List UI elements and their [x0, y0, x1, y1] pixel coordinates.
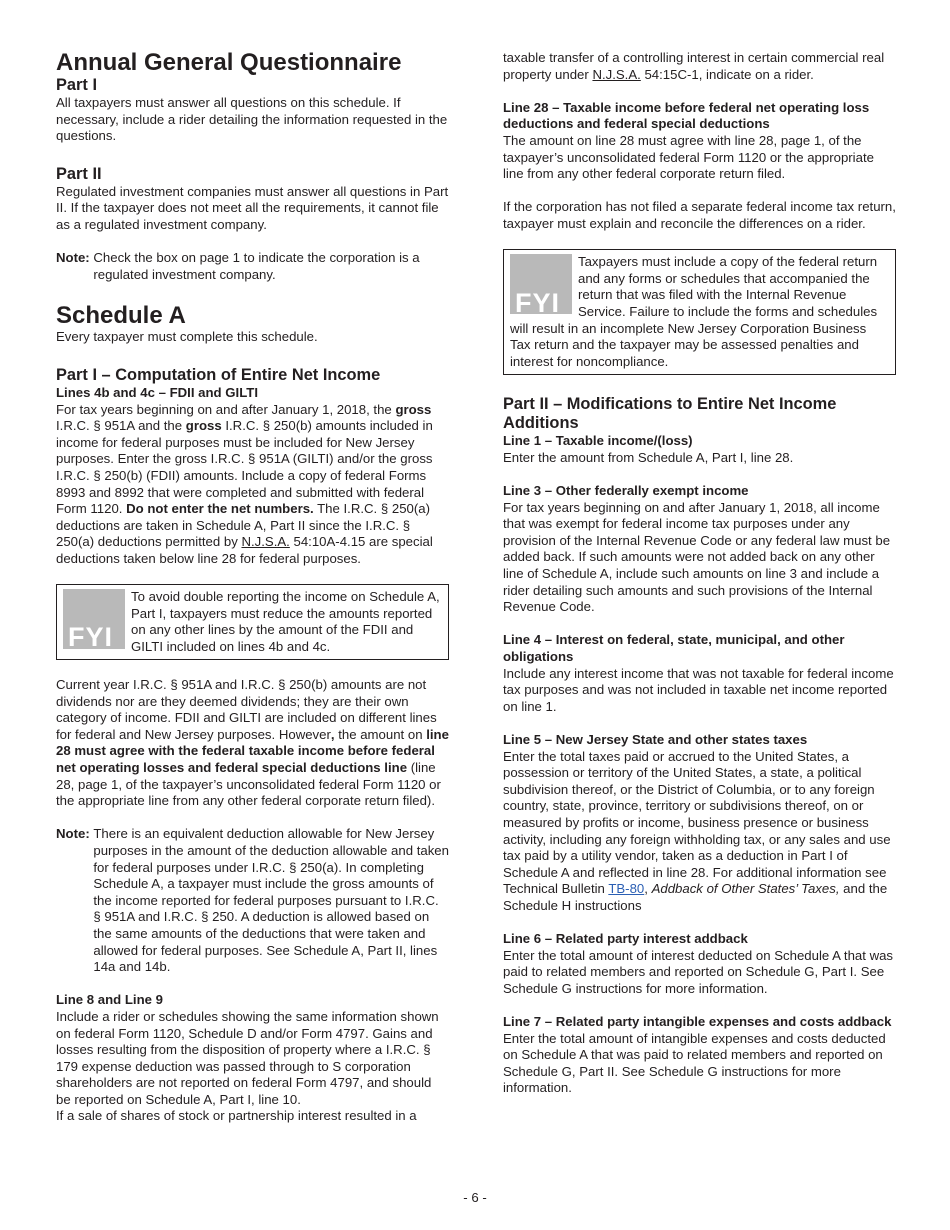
computation-heading: Part I – Computation of Entire Net Income: [56, 365, 381, 384]
note-text: Check the box on page 1 to indicate the corporation is a regulated investment company.: [93, 250, 420, 282]
line-3-heading: Line 3 – Other federally exempt income: [503, 483, 749, 499]
line-8-9-text-cont: If a sale of shares of stock or partnership interest resulted in a: [56, 1108, 417, 1124]
line-4-text: Include any interest income that was not taxable for federal income tax purposes and was not included in taxable net income reported on line 1.: [503, 665, 894, 714]
page-number: - 6 -: [463, 1190, 487, 1205]
line-7-text: Enter the total amount of intangible expenses and costs deducted on Schedule A that was paid to related members and reported on Schedule G, Part II. See Schedule G instructions for more information.: [503, 1030, 886, 1096]
modifications-heading: Part II – Modifications to Entire Net Income: [503, 395, 837, 414]
line-5-text: Enter the total taxes paid or accrued to the United States, a possession or territory of the United States, a state, a political subdivision thereof, or the District of Columbia, or to any foreign country, state, province, territory or subdivisions thereof, on or measured by profits or income, business presence or business activity, including any foreign withholding tax, or any sales and use tax paid by a utility vendor, taken as a deduction in Part I of Schedule A and reflected in line 28. For additional information see Technical Bulletin TB-80, Addback of Other States’ Taxes, and the Schedule H instructions: [503, 748, 891, 913]
part2-text: Regulated investment companies must answer all questions in Part II. If the taxpayer does not meet all the requirements, it cannot file as a regulated investment company.: [56, 183, 449, 232]
tb-80-link[interactable]: TB-80: [608, 881, 645, 897]
note-text: There is an equivalent deduction allowable for New Jersey purposes in the amount of the deduction allowable and taken for federal purposes under I.R.C. § 250(a). In completing Schedule A, a taxpayer must include the gross amounts of the income reported for federal purposes pursuant to I.R.C. § 951A and I.R.C. § 250. A deduction is allowed based on the same amounts of the deductions that were taken and allowed for federal purposes. See Schedule A, Part II, lines 14a and 14b.: [93, 826, 449, 975]
fyi-box-double-reporting: [56, 584, 449, 660]
schedule-a-title: Schedule A: [56, 302, 186, 330]
fyi-text: Taxpayers must include a copy of the federal return and any forms or schedules that accompanied the return that was filed with the Internal Revenue Service. Failure to include the forms and schedules will result in an incomplete New Jersey Corporation Business Tax return and the taxpayer may be assessed penalties and interest for noncompliance.: [510, 254, 878, 369]
lines-4b-4c-text: For tax years beginning on and after January 1, 2018, the gross I.R.C. § 951A and the gross I.R.C. § 250(b) amounts included in income for federal purposes must be included for New Jersey purposes. Enter the gross I.R.C. § 951A (GILTI) and/or the gross I.R.C. § 250(b) (FDII) amounts. Include a copy of federal Forms 8993 and 8992 that were completed and submitted with federal Form 1120. Do not enter the net numbers. The I.R.C. § 250(a) deductions are taken in Schedule A, Part II since the I.R.C. § 250(a) deductions permitted by N.J.S.A. 54:10A-4.15 are special deductions taken below line 28 for federal purposes.: [56, 401, 433, 566]
line-1-text: Enter the amount from Schedule A, Part I, line 28.: [503, 449, 794, 465]
left-column: [56, 50, 449, 1125]
fyi-icon: FYI: [510, 254, 572, 314]
note-label: Note:: [56, 250, 90, 266]
schedule-a-text: Every taxpayer must complete this schedule.: [56, 329, 318, 345]
part1-text: All taxpayers must answer all questions on this schedule. If necessary, include a rider detailing the information requested in the questions.: [56, 95, 448, 144]
note-ric: [56, 250, 449, 283]
line-6-heading: Line 6 – Related party interest addback: [503, 931, 748, 947]
page-title: Annual General Questionnaire: [56, 49, 402, 76]
line-28-text: The amount on line 28 must agree with line 28, page 1, of the taxpayer’s unconsolidated federal Form 1120 or the appropriate line from any other federal corporate return filed.: [503, 132, 874, 182]
note-label: Note: [56, 826, 86, 842]
line-28-text-2: If the corporation has not filed a separate federal income tax return, taxpayer must explain and reconcile the differences on a rider.: [503, 199, 896, 231]
fyi-box-federal-return: [503, 249, 896, 375]
line-7-heading: Line 7 – Related party intangible expenses and costs addback: [503, 1014, 892, 1030]
line-5-heading: Line 5 – New Jersey State and other states taxes: [503, 731, 808, 747]
line-8-9-text: Include a rider or schedules showing the same information shown on federal Form 1120, Schedule D and/or Form 4797. Gains and losses resulting from the disposition of property where a I.R.C. § 179 expense deduction was passed through to S corporation shareholders are not reported on federal Form 4797, and should be reported on Schedule A, Part I, line 10.: [56, 1008, 439, 1107]
continued-text: taxable transfer of a controlling interest in certain commercial real property under N.J.S.A. 54:15C-1, indicate on a rider.: [503, 50, 885, 82]
note-deduction: Note : There is an equivalent deduction allowable for New Jersey purposes in the amount of the deduction allowable and taken for federal purposes under I.R.C. § 250(a). In completing Schedule A, a taxpayer must include the gross amounts of the income reported for federal purposes pursuant to I.R.C. § 951A and I.R.C. § 250. A deduction is allowed based on the same amounts of the deductions that were taken and allowed for federal purposes. See Schedule A, Part II, lines 14a and 14b.: [56, 826, 449, 975]
line-6-text: Enter the total amount of interest deducted on Schedule A that was paid to related members and reported on Schedule G, Part I. See Schedule G instructions for more information.: [503, 947, 894, 996]
part2-heading: Part II: [56, 164, 102, 183]
line-3-text: For tax years beginning on and after January 1, 2018, all income that was exempt for federal income tax purposes under any provision of the Internal Revenue Code or any federal law must be added back. If such amounts were not added back on any other line of Schedule A, include such amounts on line 3 and include a rider detailing such amounts and such provisions of the Internal Revenue Code.: [503, 499, 891, 615]
lines-4b-4c-heading: Lines 4b and 4c – FDII and GILTI: [56, 384, 258, 400]
line-4-heading: Line 4 – Interest on federal, state, municipal, and other obligations: [503, 632, 845, 664]
line-1-heading: Line 1 – Taxable income/(loss): [503, 433, 693, 449]
fyi-text: To avoid double reporting the income on Schedule A, Part I, taxpayers must reduce the amounts reported on any other lines by the amount of the FDII and GILTI included on lines 4b and 4c.: [131, 589, 440, 654]
line-28-heading: Line 28 – Taxable income before federal net operating loss deductions and federal special deductions: [503, 99, 870, 132]
current-year-text: Current year I.R.C. § 951A and I.R.C. § 250(b) amounts are not dividends nor are they deemed dividends; they are their own category of income. FDII and GILTI are included on different lines for federal and New Jersey purposes. However, the amount on line 28 must agree with the federal taxable income before federal net operating losses and federal special deductions line (line 28, page 1, of the taxpayer’s unconsolidated federal Form 1120 or the appropriate line from any other federal corporate return filed).: [56, 677, 449, 809]
additions-heading: Additions: [503, 414, 579, 433]
line-8-9-heading: Line 8 and Line 9: [56, 992, 163, 1008]
fyi-icon: FYI: [63, 589, 125, 649]
part1-heading: Part I: [56, 76, 97, 94]
right-column: [503, 50, 896, 1097]
